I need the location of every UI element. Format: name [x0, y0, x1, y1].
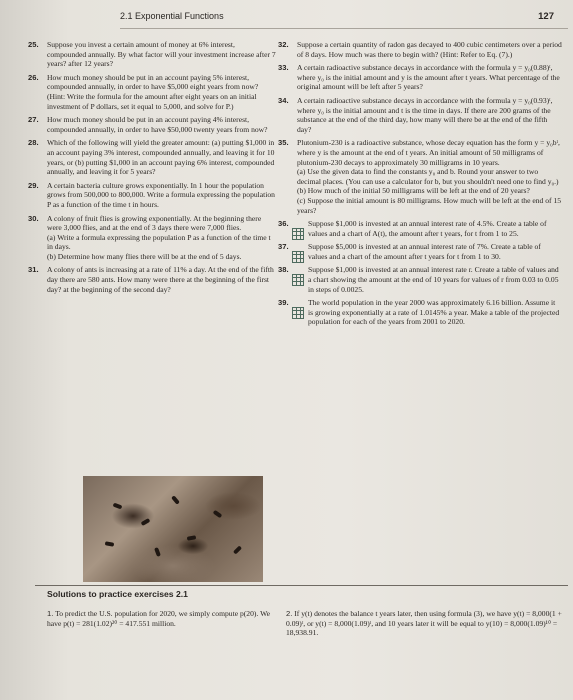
exercise-25: 25. Suppose you invest a certain amount of money at 6% interest, compounded annually. By what factor will your investment increase after 7 years? after 12 years? — [28, 40, 276, 69]
ants-photo — [83, 476, 263, 582]
exercise-30-part-b: (b) Determine how many flies there will be at the end of 5 days. — [47, 251, 242, 261]
exercise-37: 37. Suppose $5,000 is invested at an annual interest rate of 7%. Create a table of values and a chart of the amount after t years for t from 1 to 30. — [278, 242, 562, 261]
solution-2: 2. If y(t) denotes the balance t years later, then using formula (3), we have y(t) = 8,000(1 + 0.09)ᵗ, or y(t) = 8,000(1.09)ᵗ, and 10 years later it will be equal to y(10) = 8,000(1.09)¹⁰ = 18,938.91. — [286, 609, 562, 638]
ant — [233, 545, 242, 554]
exercises-right-column — [278, 40, 562, 331]
exercise-27: 27. How much money should be put in an account paying 4% interest, compounded annually, in order to have $50,000 twenty years from now? — [28, 115, 268, 134]
solutions-divider — [35, 585, 568, 586]
exercise-35: 35. Plutonium-230 is a radioactive substance, whose decay equation has the form y = y₀bᵗ, where y is the amount at the end of t years. An initial amount of 50 milligrams of plutonium-230 decays to approximately 30 milligrams in 10 years. (a) Use the given data to find the constants y₀ and b. Round your answer to two decimal places. (You can use a calculator for b, but you shouldn't need one to find y₀.) (b) How much of the initial 50 milligrams will be left at the end of 20 years? (c) Suppose the initial amount is 80 milligrams. How much will be left at the end of 15 years? — [278, 138, 562, 215]
page-number: 127 — [538, 11, 554, 22]
exercise-31: 31. A colony of ants is increasing at a rate of 11% a day. At the end of the fifth day there are 580 ants. How many were there at the beginning of the first day? at the beginning of the second day? — [28, 265, 274, 294]
ant — [213, 510, 223, 518]
exercise-30-part-a: (a) Write a formula expressing the population P as a function of the time t in days. — [47, 232, 271, 252]
ant — [187, 535, 197, 541]
solution-1: 1. To predict the U.S. population for 2020, we simply compute p(20). We have p(t) = 281(1.02)²⁰ = 417.551 million. — [47, 609, 270, 628]
ant — [141, 518, 151, 526]
ant — [154, 547, 161, 557]
exercise-36: 36. Suppose $1,000 is invested at an annual interest rate of 4.5%. Create a table of values and a chart of A(t), the amount after t years, for t from 1 to 25. — [278, 219, 562, 238]
exercise-35-part-b: (b) How much of the initial 50 milligrams will be left at the end of 20 years? — [297, 186, 530, 196]
ant — [113, 503, 123, 510]
exercise-29: 29. A certain bacteria culture grows exponentially. In 1 hour the population grows from 500,000 to 800,000. Write a formula expressing the population P as a function of the time t in hours. — [28, 180, 275, 209]
exercise-35-part-c: (c) Suppose the initial amount is 80 milligrams. How much will be left at the end of 15 years? — [297, 195, 562, 215]
spreadsheet-icon — [292, 307, 304, 319]
spreadsheet-icon — [292, 228, 304, 240]
exercise-39: 39. The world population in the year 2000 was approximately 6.16 billion. Assume it is growing exponentially at a rate of 1.0145% a year. Make a table of the projected population for each of the years from 2001 to 2020. — [278, 298, 560, 327]
exercise-26: 26. How much money should be put in an account paying 5% interest, compounded annually, in order to have $5,000 eight years from now? (Hint: Write the formula for the amount after eight years on an initial investment of P dollars, set it equal to 5,000, and solve for P.) — [28, 72, 259, 111]
exercise-28: 28. Which of the following will yield the greater amount: (a) putting $1,000 in an account paying 3% interest, compounded annually, and leaving it for 10 years, or (b) putting $1,000 in an account paying 6% interest, compounded annually, and leaving it for 5 years? — [28, 138, 275, 177]
page-header — [120, 6, 568, 29]
spreadsheet-icon — [292, 251, 304, 263]
section-title: 2.1 Exponential Functions — [120, 11, 224, 21]
exercise-35-part-a: (a) Use the given data to find the constants y₀ and b. Round your answer to two decimal places. (You can use a calculator for b, but you shouldn't need one to find y₀.) — [297, 167, 559, 186]
spreadsheet-icon — [292, 274, 304, 286]
exercise-30: 30. A colony of fruit flies is growing exponentially. At the beginning there were 3,000 flies, and at the end of 3 days there were 7,000 flies. (a) Write a formula expressing the population P as a function of the time t in days. (b) Determine how many flies there will be at the end of 5 days. — [28, 214, 276, 262]
exercise-34: 34. A certain radioactive substance decays in accordance with the formula y = y₀(0.93)ᵗ, where y₀ is the initial amount and t is the time in days. If there are 200 grams of the substance at the end of the third day, how many will there be at the end of the fifth day? — [278, 95, 553, 134]
exercises-left-column — [28, 40, 276, 298]
exercise-38: 38. Suppose $1,000 is invested at an annual interest rate r. Create a table of values and a chart showing the amount at the end of 10 years for values of r from 0.03 to 0.05 in steps of 0.0025. — [278, 265, 559, 294]
ant — [171, 495, 180, 504]
ant — [105, 541, 115, 547]
exercise-32: 32. Suppose a certain quantity of radon gas decayed to 400 cubic centimeters over a period of 8 days. How much was there to begin with? (Hint: Refer to Eq. (7).) — [278, 40, 562, 59]
solutions-title: Solutions to practice exercises 2.1 — [47, 589, 188, 599]
exercise-33: 33. A certain radioactive substance decays in accordance with the formula y = y₀(0.88)ᵗ, where y₀ is the initial amount and y is the amount after t years. What percentage of the original amount will be left after 5 years? — [278, 63, 560, 92]
